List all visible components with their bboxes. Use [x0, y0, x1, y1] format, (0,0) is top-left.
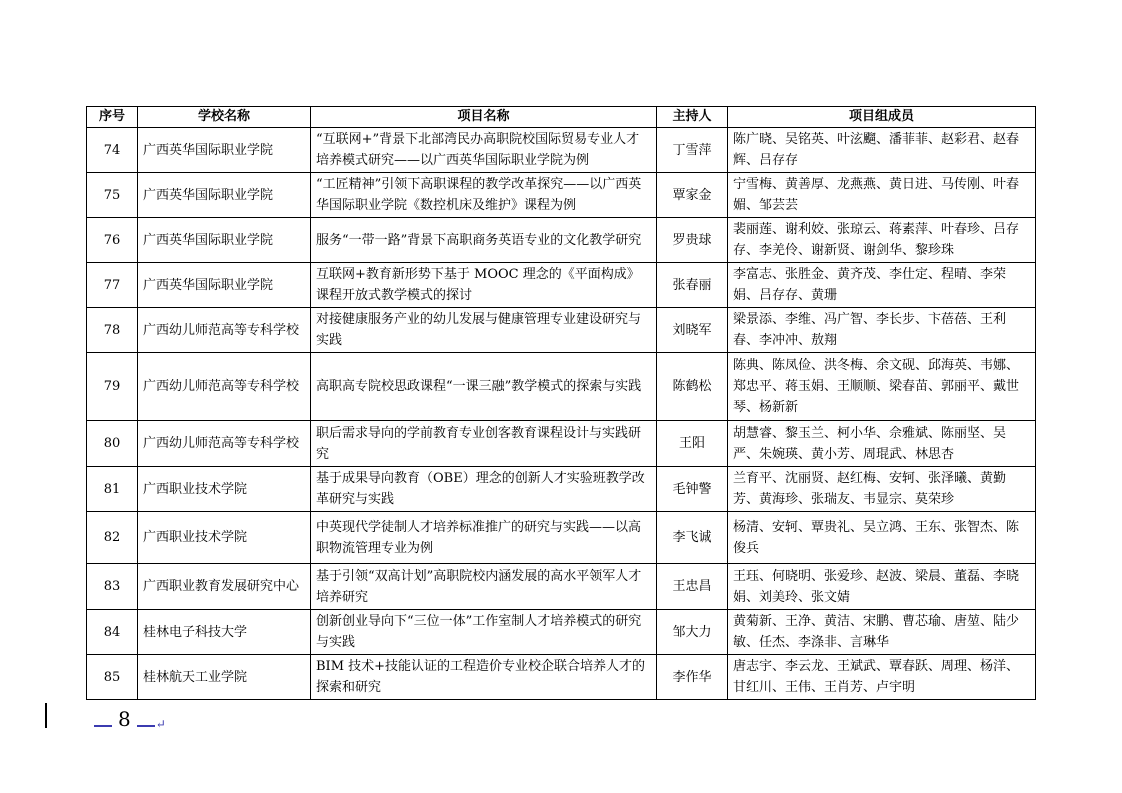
school-name: 广西幼儿师范高等专科学校 — [138, 353, 311, 421]
school-name: 桂林航天工业学院 — [138, 655, 311, 700]
school-name: 广西职业技术学院 — [138, 467, 311, 512]
school-name: 广西英华国际职业学院 — [138, 263, 311, 308]
row-number: 82 — [87, 512, 138, 564]
table-row — [87, 218, 1036, 263]
host-name: 王忠昌 — [657, 564, 728, 610]
project-name: 基于成果导向教育（OBE）理念的创新人才实验班教学改革研究与实践 — [311, 467, 657, 512]
school-name: 广西英华国际职业学院 — [138, 218, 311, 263]
school-name: 广西职业教育发展研究中心 — [138, 564, 311, 610]
row-number: 76 — [87, 218, 138, 263]
school-name: 广西幼儿师范高等专科学校 — [138, 308, 311, 353]
project-name: 创新创业导向下“三位一体”工作室制人才培养模式的研究与实践 — [311, 610, 657, 655]
school-name: 桂林电子科技大学 — [138, 610, 311, 655]
team-members: 唐志宇、李云龙、王斌武、覃春跃、周理、杨洋、甘红川、王伟、王肖芳、卢宇明 — [728, 655, 1036, 700]
team-members: 宁雪梅、黄善厚、龙燕燕、黄日进、马传刚、叶春媚、邹芸芸 — [728, 173, 1036, 218]
project-name: 高职高专院校思政课程“一课三融”教学模式的探索与实践 — [311, 353, 657, 421]
school-name: 广西幼儿师范高等专科学校 — [138, 421, 311, 467]
host-name: 罗贵球 — [657, 218, 728, 263]
host-name: 毛钟警 — [657, 467, 728, 512]
host-name: 邹大力 — [657, 610, 728, 655]
table-row — [87, 263, 1036, 308]
project-name: 对接健康服务产业的幼儿发展与健康管理专业建设研究与实践 — [311, 308, 657, 353]
host-name: 刘晓军 — [657, 308, 728, 353]
team-members: 王珏、何晓明、张爱珍、赵波、梁晨、董磊、李晓娟、刘美玲、张文婧 — [728, 564, 1036, 610]
host-name: 张春丽 — [657, 263, 728, 308]
row-number: 78 — [87, 308, 138, 353]
team-members: 兰育平、沈丽贤、赵红梅、安轲、张泽曦、黄勤芳、黄海珍、张瑞友、韦显宗、莫荣珍 — [728, 467, 1036, 512]
table-row — [87, 128, 1036, 173]
header-members: 项目组成员 — [728, 107, 1036, 128]
team-members: 裴丽莲、谢利姣、张琼云、蒋素萍、叶春珍、吕存存、李羌伶、谢新贤、谢剑华、黎珍珠 — [728, 218, 1036, 263]
table-row — [87, 512, 1036, 564]
row-number: 85 — [87, 655, 138, 700]
header-school: 学校名称 — [138, 107, 311, 128]
row-number: 77 — [87, 263, 138, 308]
team-members: 梁景添、李维、冯广智、李长步、卞蓓蓓、王利春、李冲冲、敖翔 — [728, 308, 1036, 353]
team-members: 陈广晓、吴铭英、叶泫飀、潘菲菲、赵彩君、赵春辉、吕存存 — [728, 128, 1036, 173]
row-number: 84 — [87, 610, 138, 655]
page-footer — [94, 701, 166, 737]
project-name: “互联网+”背景下北部湾民办高职院校国际贸易专业人才培养模式研究——以广西英华国际职业学院为例 — [311, 128, 657, 173]
table-row — [87, 610, 1036, 655]
school-name: 广西职业技术学院 — [138, 512, 311, 564]
project-name: 职后需求导向的学前教育专业创客教育课程设计与实践研究 — [311, 421, 657, 467]
header-no: 序号 — [87, 107, 138, 128]
footer-dash-right — [137, 725, 155, 727]
margin-bar — [45, 703, 47, 728]
table-row — [87, 655, 1036, 700]
table-row — [87, 421, 1036, 467]
row-number: 74 — [87, 128, 138, 173]
host-name: 李作华 — [657, 655, 728, 700]
row-number: 83 — [87, 564, 138, 610]
project-name: 中英现代学徒制人才培养标准推广的研究与实践——以高职物流管理专业为例 — [311, 512, 657, 564]
table-row — [87, 467, 1036, 512]
team-members: 李富志、张胜金、黄齐茂、李仕定、程晴、李荣娟、吕存存、黄珊 — [728, 263, 1036, 308]
page-number: 8 — [118, 707, 131, 731]
footer-dash-left — [94, 725, 112, 727]
host-name: 李飞诚 — [657, 512, 728, 564]
row-number: 80 — [87, 421, 138, 467]
header-project: 项目名称 — [311, 107, 657, 128]
school-name: 广西英华国际职业学院 — [138, 173, 311, 218]
team-members: 黄菊新、王净、黄洁、宋鹏、曹芯瑜、唐堃、陆少敏、任杰、李涤非、言琳华 — [728, 610, 1036, 655]
team-members: 胡慧睿、黎玉兰、柯小华、佘雅斌、陈丽坚、吴严、朱婉瑛、黄小芳、周琨武、林思杏 — [728, 421, 1036, 467]
table-header-row — [87, 107, 1036, 128]
school-name: 广西英华国际职业学院 — [138, 128, 311, 173]
table-row — [87, 564, 1036, 610]
project-name: 服务“一带一路”背景下高职商务英语专业的文化教学研究 — [311, 218, 657, 263]
projects-table — [86, 106, 1036, 700]
row-number: 81 — [87, 467, 138, 512]
table-row — [87, 353, 1036, 421]
host-name: 丁雪萍 — [657, 128, 728, 173]
project-name: BIM 技术+技能认证的工程造价专业校企联合培养人才的探索和研究 — [311, 655, 657, 700]
project-name: “工匠精神”引领下高职课程的教学改革探究——以广西英华国际职业学院《数控机床及维护》课程为例 — [311, 173, 657, 218]
row-number: 75 — [87, 173, 138, 218]
host-name: 覃家金 — [657, 173, 728, 218]
return-mark-icon: ↵ — [155, 717, 166, 731]
table-row — [87, 308, 1036, 353]
team-members: 杨清、安轲、覃贵礼、吴立鸿、王东、张智杰、陈俊兵 — [728, 512, 1036, 564]
project-name: 互联网+教育新形势下基于 MOOC 理念的《平面构成》课程开放式教学模式的探讨 — [311, 263, 657, 308]
host-name: 陈鹤松 — [657, 353, 728, 421]
host-name: 王阳 — [657, 421, 728, 467]
table-row — [87, 173, 1036, 218]
project-name: 基于引领“双高计划”高职院校内涵发展的高水平领军人才培养研究 — [311, 564, 657, 610]
row-number: 79 — [87, 353, 138, 421]
header-host: 主持人 — [657, 107, 728, 128]
team-members: 陈典、陈凤俭、洪冬梅、余文砚、邱海英、韦娜、郑忠平、蒋玉娟、王顺顺、梁春苗、郭丽平、戴世琴、杨新新 — [728, 353, 1036, 421]
